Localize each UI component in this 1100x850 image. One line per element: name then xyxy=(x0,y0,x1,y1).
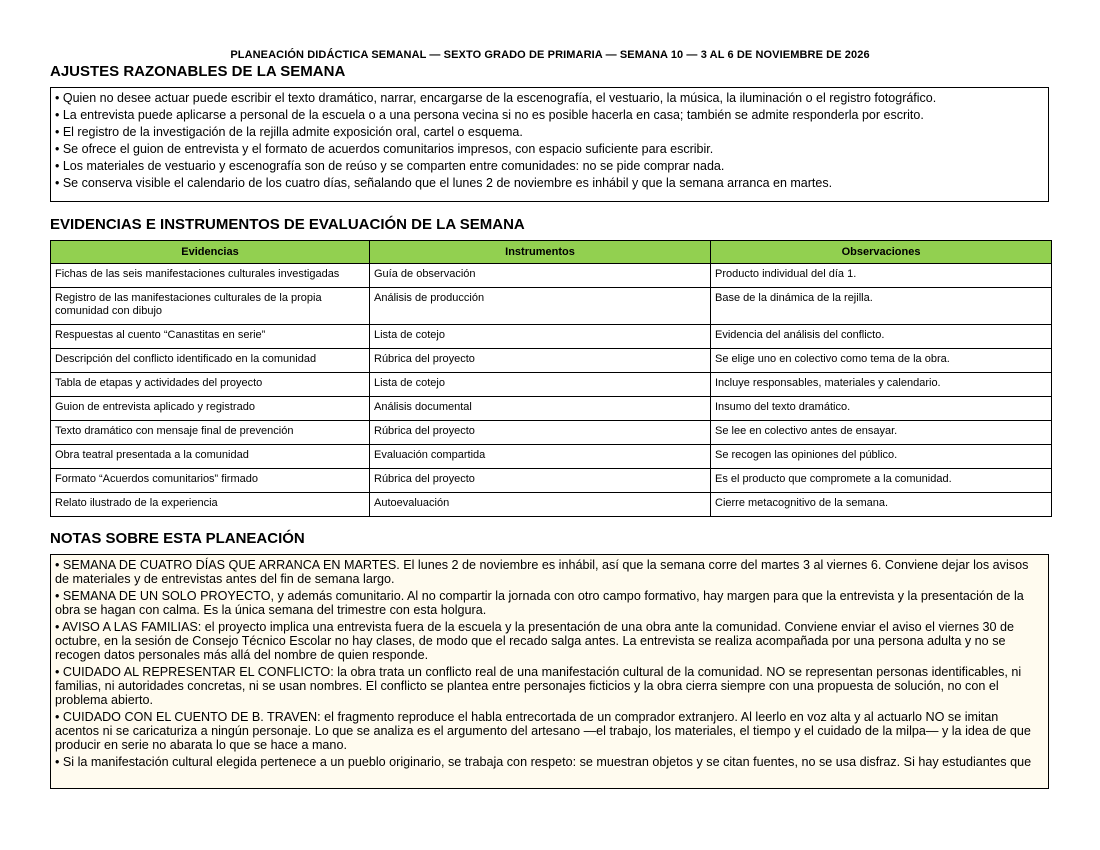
cell-instrumento: Autoevaluación xyxy=(370,493,711,517)
nota-item: • CUIDADO AL REPRESENTAR EL CONFLICTO: la obra trata un conflicto real de una manifestación cultural de la comunidad. NO se representan personas identificables, ni familias, ni autoridades concretas, ni se usan nombres. El conflicto se plantea entre personajes ficticios y la obra cierra siempre con una propuesta de solución, no con el problema abierto. xyxy=(55,665,1022,707)
evidencias-title: EVIDENCIAS E INSTRUMENTOS DE EVALUACIÓN DE LA SEMANA xyxy=(50,216,525,233)
cell-observacion: Cierre metacognitivo de la semana. xyxy=(711,493,1052,517)
cell-evidencia: Guion de entrevista aplicado y registrado xyxy=(51,397,370,421)
cell-instrumento: Rúbrica del proyecto xyxy=(370,421,711,445)
table-row xyxy=(51,421,1052,445)
cell-evidencia: Registro de las manifestaciones culturales de la propia comunidad con dibujo xyxy=(51,288,370,325)
table-row xyxy=(51,397,1052,421)
table-row xyxy=(51,469,1052,493)
nota-item: • SEMANA DE CUATRO DÍAS QUE ARRANCA EN MARTES. El lunes 2 de noviembre es inhábil, así que la semana corre del martes 3 al viernes 6. Conviene dejar los avisos de materiales y de entrevistas antes del fin de semana largo. xyxy=(55,558,1029,586)
cell-observacion: Base de la dinámica de la rejilla. xyxy=(711,288,1052,325)
column-header-instrumentos: Instrumentos xyxy=(370,241,711,264)
cell-instrumento: Lista de cotejo xyxy=(370,373,711,397)
evidencias-table xyxy=(50,240,1052,517)
cell-evidencia: Relato ilustrado de la experiencia xyxy=(51,493,370,517)
cell-evidencia: Descripción del conflicto identificado en la comunidad xyxy=(51,349,370,373)
ajustes-item: • La entrevista puede aplicarse a personal de la escuela o a una persona vecina si no es posible hacerla en casa; también se admite responderla por escrito. xyxy=(55,108,924,122)
cell-evidencia: Respuestas al cuento “Canastitas en serie” xyxy=(51,325,370,349)
cell-instrumento: Análisis documental xyxy=(370,397,711,421)
cell-evidencia: Obra teatral presentada a la comunidad xyxy=(51,445,370,469)
column-header-evidencias: Evidencias xyxy=(51,241,370,264)
table-row xyxy=(51,493,1052,517)
nota-item: • SEMANA DE UN SOLO PROYECTO, y además comunitario. Al no compartir la jornada con otro campo formativo, hay margen para que la entrevista y la presentación de la obra se hagan con calma. Es la única semana del trimestre con esta holgura. xyxy=(55,589,1024,617)
ajustes-item: • Se ofrece el guion de entrevista y el formato de acuerdos comunitarios impresos, con espacio suficiente para escribir. xyxy=(55,142,714,156)
cell-evidencia: Formato “Acuerdos comunitarios” firmado xyxy=(51,469,370,493)
cell-observacion: Se lee en colectivo antes de ensayar. xyxy=(711,421,1052,445)
table-row xyxy=(51,373,1052,397)
cell-observacion: Insumo del texto dramático. xyxy=(711,397,1052,421)
document-header: PLANEACIÓN DIDÁCTICA SEMANAL — SEXTO GRADO DE PRIMARIA — SEMANA 10 — 3 AL 6 DE NOVIEMBRE DE 2026 xyxy=(230,49,870,61)
cell-observacion: Incluye responsables, materiales y calendario. xyxy=(711,373,1052,397)
ajustes-box xyxy=(50,87,1049,202)
column-header-observaciones: Observaciones xyxy=(711,241,1052,264)
nota-item: • AVISO A LAS FAMILIAS: el proyecto implica una entrevista fuera de la escuela y la presentación de una obra ante la comunidad. Conviene enviar el aviso el viernes 30 de octubre, en la sesión de Consejo Técnico Escolar no hay clases, de modo que el recado salga antes. La entrevista se realiza acompañada por una persona adulta y no se recogen datos personales más allá del nombre de quien responde. xyxy=(55,620,1015,662)
cell-instrumento: Rúbrica del proyecto xyxy=(370,349,711,373)
ajustes-item: • El registro de la investigación de la rejilla admite exposición oral, cartel o esquema. xyxy=(55,125,523,139)
cell-instrumento: Guía de observación xyxy=(370,264,711,288)
ajustes-item: • Los materiales de vestuario y escenografía son de reúso y se comparten entre comunidades: no se pide comprar nada. xyxy=(55,159,725,173)
table-row xyxy=(51,264,1052,288)
table-row xyxy=(51,349,1052,373)
cell-observacion: Producto individual del día 1. xyxy=(711,264,1052,288)
ajustes-item: • Se conserva visible el calendario de los cuatro días, señalando que el lunes 2 de noviembre es inhábil y que la semana arranca en martes. xyxy=(55,176,833,190)
ajustes-item: • Quien no desee actuar puede escribir el texto dramático, narrar, encargarse de la escenografía, el vestuario, la música, la iluminación o el registro fotográfico. xyxy=(55,91,937,105)
table-header-row xyxy=(51,241,1052,264)
cell-evidencia: Tabla de etapas y actividades del proyecto xyxy=(51,373,370,397)
notas-box xyxy=(50,554,1049,789)
cell-observacion: Se elige uno en colectivo como tema de la obra. xyxy=(711,349,1052,373)
cell-instrumento: Evaluación compartida xyxy=(370,445,711,469)
nota-item: • Si la manifestación cultural elegida pertenece a un pueblo originario, se trabaja con respeto: se muestran objetos y se citan fuentes, no se usa disfraz. Si hay estudiantes que xyxy=(55,755,1032,769)
cell-observacion: Es el producto que compromete a la comunidad. xyxy=(711,469,1052,493)
cell-instrumento: Rúbrica del proyecto xyxy=(370,469,711,493)
ajustes-title: AJUSTES RAZONABLES DE LA SEMANA xyxy=(50,63,346,80)
cell-evidencia: Texto dramático con mensaje final de prevención xyxy=(51,421,370,445)
cell-instrumento: Lista de cotejo xyxy=(370,325,711,349)
table-row xyxy=(51,325,1052,349)
cell-evidencia: Fichas de las seis manifestaciones culturales investigadas xyxy=(51,264,370,288)
table-row xyxy=(51,288,1052,325)
nota-item: • CUIDADO CON EL CUENTO DE B. TRAVEN: el fragmento reproduce el habla entrecortada de un comprador extranjero. Al leerlo en voz alta y al actuarlo NO se imitan acentos ni se caricaturiza a ningún personaje. Lo que se analiza es el argumento del artesano —el trabajo, los materiales, el tiempo y el cuidado de la milpa— y la idea de que producir en serie no abarata lo que se hace a mano. xyxy=(55,710,1031,752)
cell-observacion: Evidencia del análisis del conflicto. xyxy=(711,325,1052,349)
table-row xyxy=(51,445,1052,469)
cell-observacion: Se recogen las opiniones del público. xyxy=(711,445,1052,469)
notas-title: NOTAS SOBRE ESTA PLANEACIÓN xyxy=(50,530,305,547)
cell-instrumento: Análisis de producción xyxy=(370,288,711,325)
